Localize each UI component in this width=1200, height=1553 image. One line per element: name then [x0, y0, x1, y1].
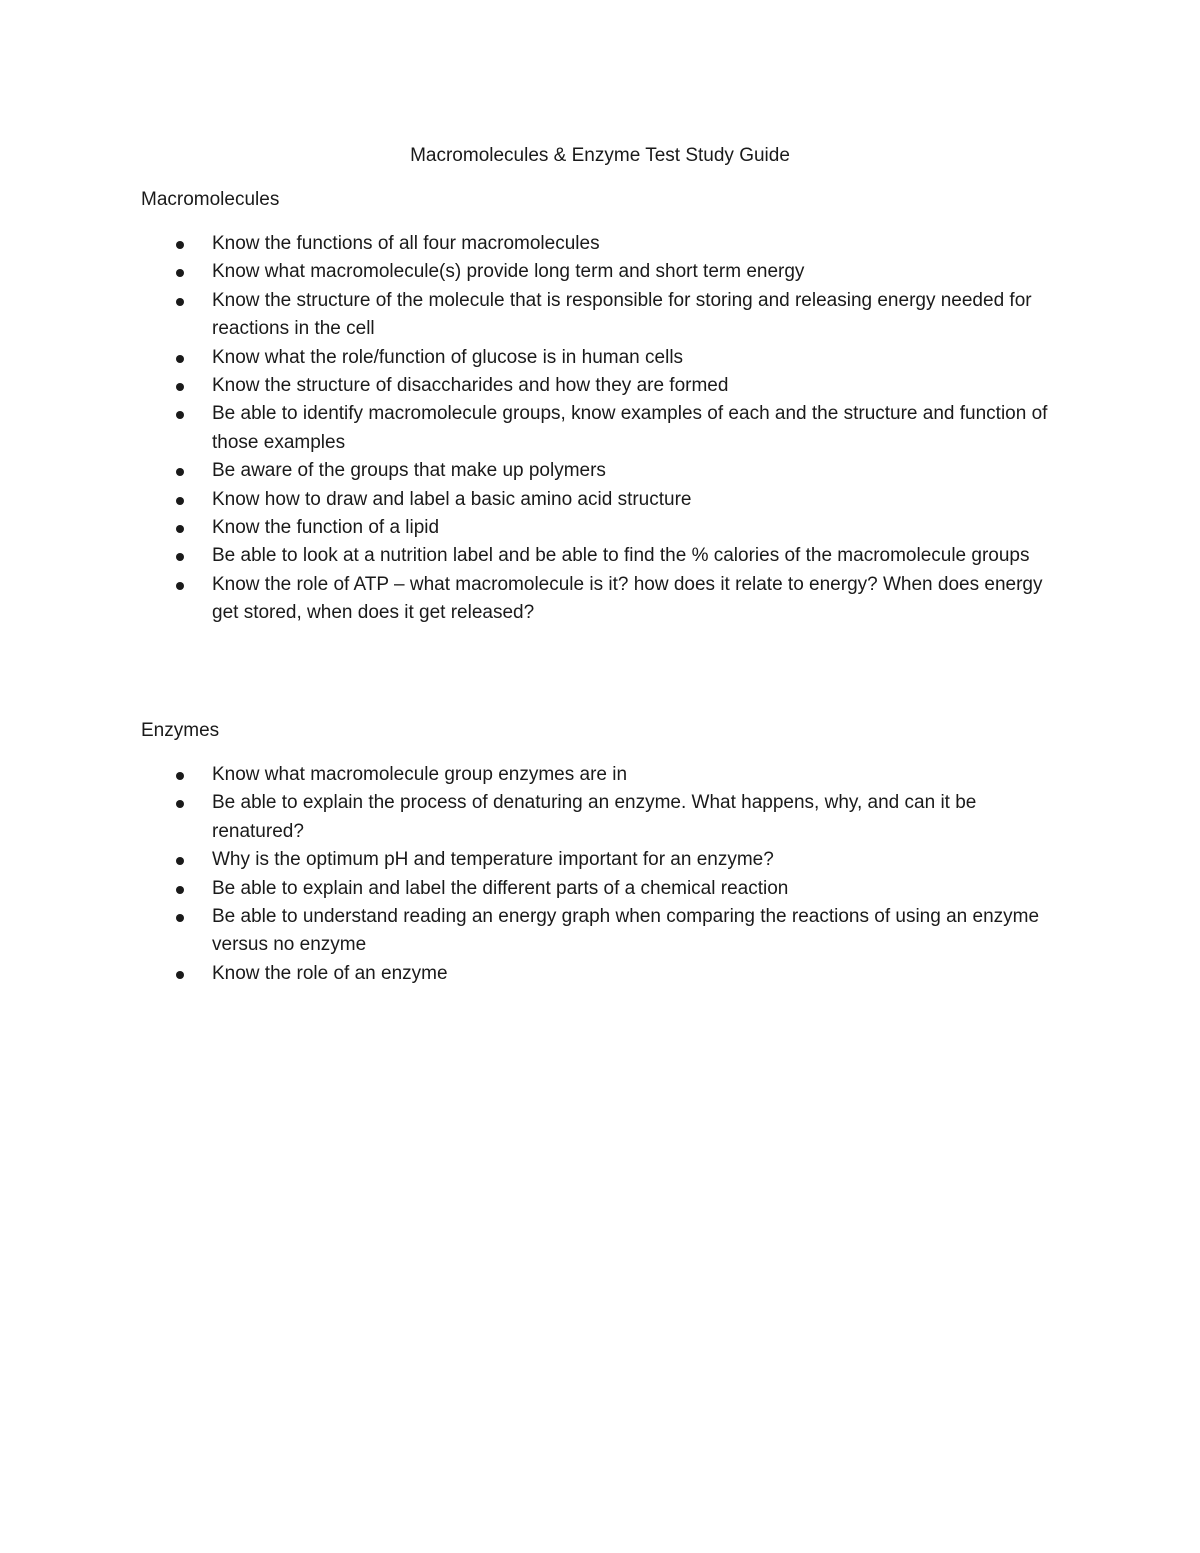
bullet-icon — [176, 383, 184, 391]
list-item — [141, 960, 1061, 988]
list-item — [141, 514, 1061, 542]
bullet-icon — [176, 772, 184, 780]
list-item-text: Be able to explain and label the different parts of a chemical reaction — [212, 877, 789, 899]
macromolecules-list — [141, 230, 1061, 628]
document-title: Macromolecules & Enzyme Test Study Guide — [410, 145, 790, 166]
list-item — [141, 258, 1061, 286]
bullet-icon — [176, 886, 184, 894]
section-heading-macromolecules: Macromolecules — [141, 189, 280, 210]
list-item — [141, 846, 1061, 874]
section-macromolecules — [141, 186, 1061, 628]
list-item — [141, 571, 1061, 628]
list-item — [141, 903, 1061, 960]
list-item-text: Know the role of an enzyme — [212, 962, 448, 984]
bullet-icon — [176, 298, 184, 306]
list-item — [141, 542, 1061, 570]
bullet-icon — [176, 269, 184, 277]
list-item-text: Know what macromolecule(s) provide long term and short term energy — [212, 261, 805, 283]
bullet-icon — [176, 497, 184, 505]
list-item-text: Know how to draw and label a basic amino acid structure — [212, 488, 692, 510]
list-item-text: Be able to explain the process of denaturing an enzyme. What happens, why, and can it be renatured? — [212, 792, 977, 842]
list-item — [141, 287, 1061, 344]
list-item — [141, 486, 1061, 514]
bullet-icon — [176, 800, 184, 808]
section-heading-enzymes: Enzymes — [141, 720, 220, 741]
bullet-icon — [176, 857, 184, 865]
bullet-icon — [176, 914, 184, 922]
list-item — [141, 761, 1061, 789]
list-item-text: Know what macromolecule group enzymes are in — [212, 764, 628, 785]
list-item — [141, 344, 1061, 372]
list-item-text: Be able to understand reading an energy graph when comparing the reactions of using an enzyme versus no enzyme — [212, 906, 1040, 956]
bullet-icon — [176, 355, 184, 363]
list-item-text: Know the structure of disaccharides and how they are formed — [212, 375, 729, 397]
bullet-icon — [176, 525, 184, 533]
list-item — [141, 230, 1061, 258]
list-item-text: Why is the optimum pH and temperature important for an enzyme? — [212, 849, 774, 871]
section-enzymes — [141, 717, 1061, 988]
list-item-text: Know the functions of all four macromolecules — [212, 233, 600, 254]
bullet-icon — [176, 553, 184, 561]
bullet-icon — [176, 971, 184, 979]
bullet-icon — [176, 411, 184, 419]
list-item-text: Know the structure of the molecule that is responsible for storing and releasing energy needed for reactions in the cell — [212, 289, 1032, 340]
list-item — [141, 400, 1061, 457]
list-item — [141, 457, 1061, 485]
list-item-text: Know the function of a lipid — [212, 517, 440, 539]
list-item-text: Know the role of ATP – what macromolecule is it? how does it relate to energy? When does energy get stored, when does it get released? — [212, 573, 1043, 624]
list-item — [141, 372, 1061, 400]
enzymes-list — [141, 761, 1061, 988]
bullet-icon — [176, 582, 184, 590]
list-item-text: Be aware of the groups that make up polymers — [212, 460, 606, 482]
list-item-text: Be able to identify macromolecule groups, know examples of each and the structure and function of those examples — [212, 403, 1048, 453]
list-item — [141, 789, 1061, 846]
list-item — [141, 875, 1061, 903]
bullet-icon — [176, 241, 184, 249]
list-item-text: Know what the role/function of glucose is in human cells — [212, 346, 684, 368]
list-item-text: Be able to look at a nutrition label and be able to find the % calories of the macromolecule groups — [212, 545, 1030, 567]
bullet-icon — [176, 468, 184, 476]
